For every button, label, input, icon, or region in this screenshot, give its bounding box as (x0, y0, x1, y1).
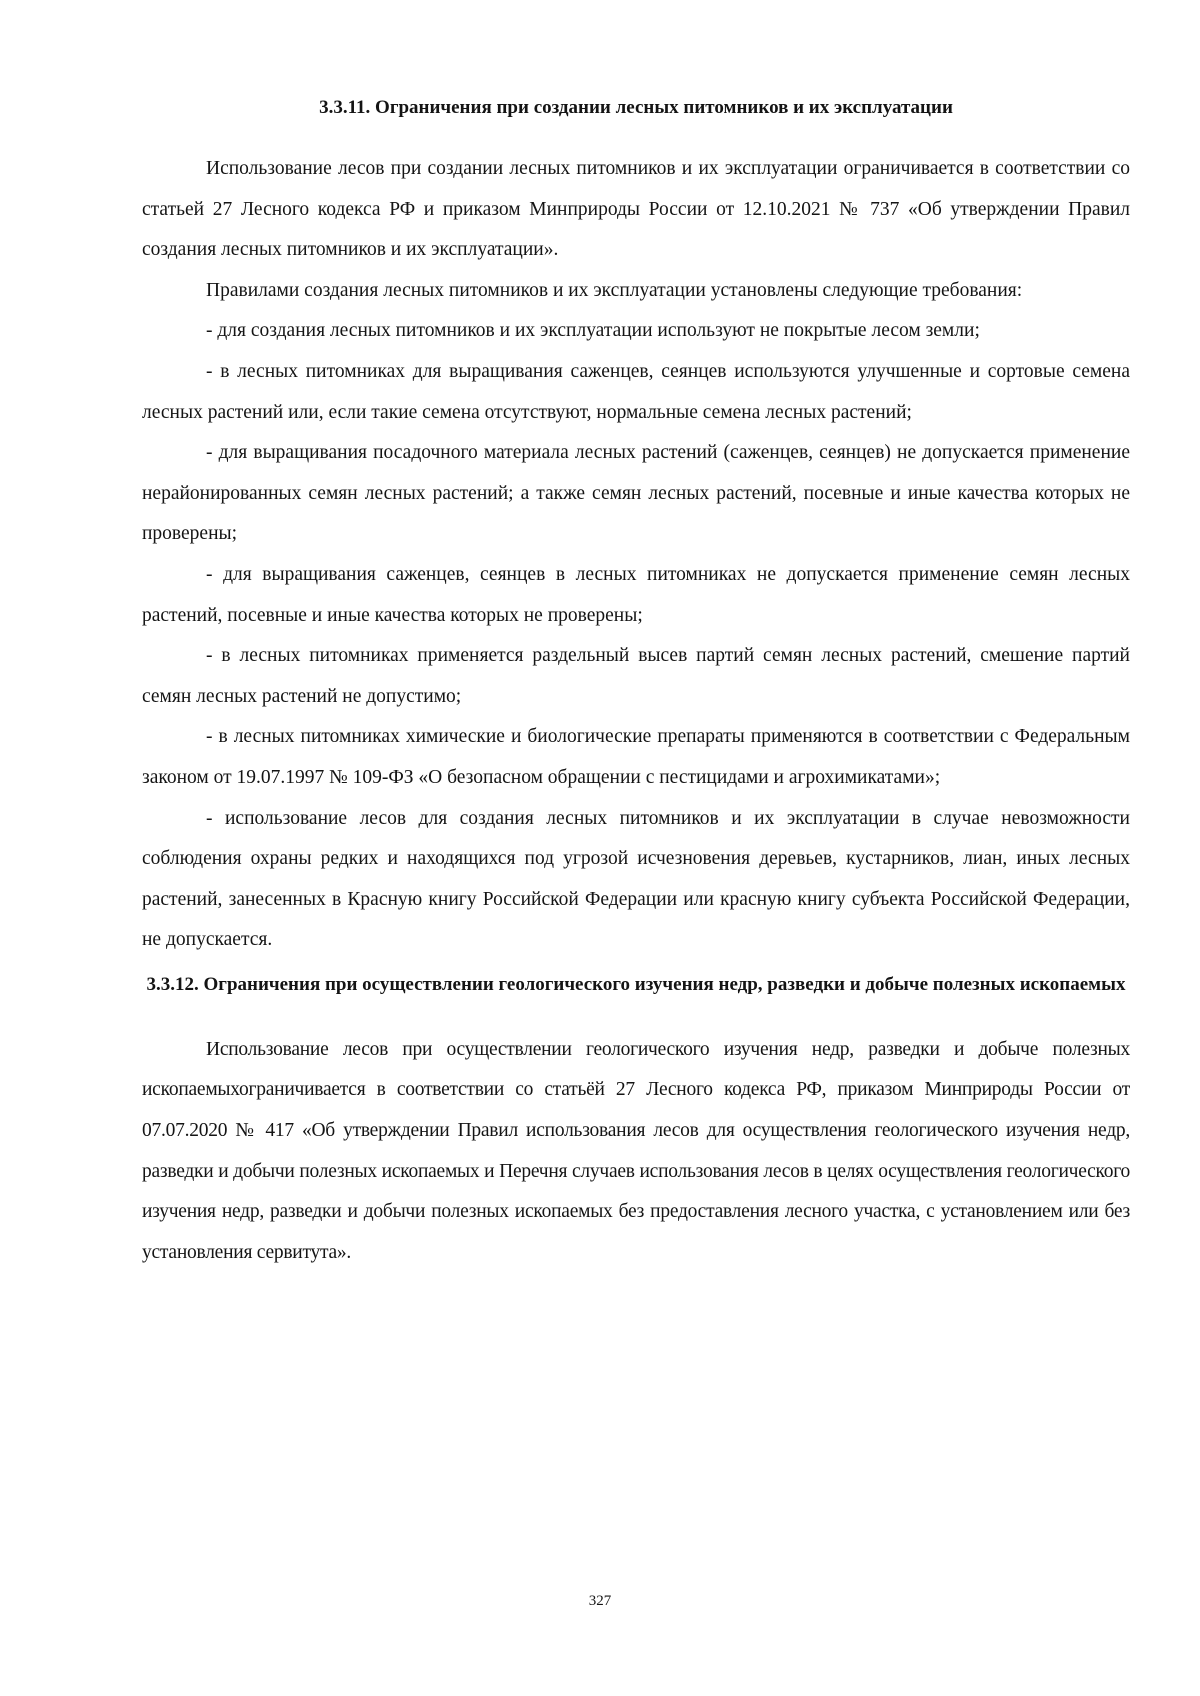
paragraph: Использование лесов при создании лесных питомников и их эксплуатации ограничивается в соответствии со статьей 27 Лесного кодекса РФ и приказом Минприроды России от 12.10.2021 № 737 «Об утверждении Правил создания лесных питомников и их эксплуатации». (142, 158, 1130, 261)
list-item: - для выращивания посадочного материала лесных растений (саженцев, сеянцев) не допускается применение нерайонированных семян лесных растений; а также семян лесных растений, посевные и иные качества которых не проверены; (142, 442, 1130, 545)
section-heading-3-3-11: 3.3.11. Ограничения при создании лесных питомников и их эксплуатации (319, 97, 953, 118)
list-item: - использование лесов для создания лесных питомников и их эксплуатации в случае невозможности соблюдения охраны редких и находящихся под угрозой исчезновения деревьев, кустарников, лиан, иных лесных растений, занесенных в Красную книгу Российской Федерации или красную книгу субъекта Российской Федерации, не допускается. (142, 807, 1130, 951)
list-item: - в лесных питомниках химические и биологические препараты применяются в соответствии с Федеральным законом от 19.07.1997 № 109-ФЗ «О безопасном обращении с пестицидами и агрохимикатами»; (142, 726, 1130, 788)
page-number: 327 (588, 1593, 612, 1609)
paragraph: Правилами создания лесных питомников и их эксплуатации установлены следующие требования: (206, 279, 1023, 301)
section-heading-3-3-12: 3.3.12. Ограничения при осуществлении геологического изучения недр, разведки и добыче полезных ископаемых (146, 973, 1126, 995)
paragraph: Использование лесов при осуществлении геологического изучения недр, разведки и добыче полезных ископаемыхограничивается в соответствии со статьёй 27 Лесного кодекса РФ, приказом Минприроды России от 07.07.2020 № 417 «Об утверждении Правил использования лесов для осуществления геологического изучения недр, разведки и добычи полезных ископаемых и Перечня случаев использования лесов в целях осуществления геологического изучения недр, разведки и добычи полезных ископаемых без предоставления лесного участка, с установлением или без установления сервитута». (142, 1038, 1130, 1263)
list-item: - в лесных питомниках для выращивания саженцев, сеянцев используются улучшенные и сортовые семена лесных растений или, если такие семена отсутствуют, нормальные семена лесных растений; (142, 360, 1130, 423)
list-item: - в лесных питомниках применяется раздельный высев партий семян лесных растений, смешение партий семян лесных растений не допустимо; (142, 645, 1130, 707)
document-page (142, 96, 1130, 1273)
list-item: - для выращивания саженцев, сеянцев в лесных питомниках не допускается применение семян лесных растений, посевные и иные качества которых не проверены; (142, 563, 1130, 626)
list-item: - для создания лесных питомников и их эксплуатации используют не покрытые лесом земли; (206, 320, 980, 342)
